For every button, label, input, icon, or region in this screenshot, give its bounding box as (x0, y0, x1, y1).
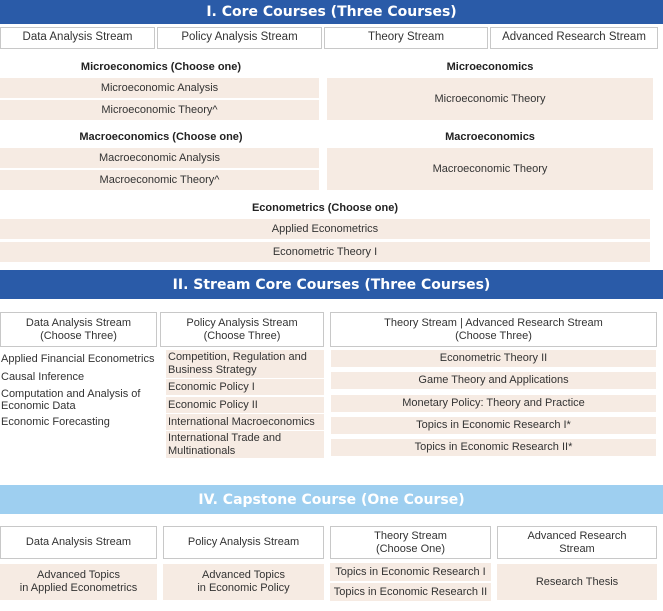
core-courses-banner: I. Core Courses (Three Courses) (0, 0, 663, 24)
capstone-theory-course: Topics in Economic Research I (330, 563, 491, 581)
stream-core-data-course: Computation and Analysis of Economic Data (1, 387, 141, 412)
stream-core-policy-course: International Trade and Multinationals (166, 431, 324, 458)
capstone-header-policy: Policy Analysis Stream (163, 526, 324, 559)
capstone-policy-course: Advanced Topics in Economic Policy (163, 564, 324, 600)
stream-core-theory-course: Monetary Policy: Theory and Practice (331, 395, 656, 412)
econometrics-option-theory: Econometric Theory I (0, 242, 650, 262)
core-header-theory: Theory Stream (324, 27, 488, 49)
stream-core-theory-course: Topics in Economic Research I* (331, 417, 656, 434)
macro-option-analysis: Macroeconomic Analysis (0, 148, 319, 168)
capstone-header-data: Data Analysis Stream (0, 526, 157, 559)
econometrics-option-applied: Applied Econometrics (0, 219, 650, 239)
stream-core-theory-course: Game Theory and Applications (331, 372, 656, 389)
micro-option-analysis: Microeconomic Analysis (0, 78, 319, 98)
macro-right-heading: Macroeconomics (445, 131, 535, 143)
macro-right-course: Macroeconomic Theory (327, 148, 653, 190)
stream-core-theory-course: Econometric Theory II (331, 350, 656, 367)
stream-core-banner: II. Stream Core Courses (Three Courses) (0, 270, 663, 299)
micro-right-course: Microeconomic Theory (327, 78, 653, 120)
micro-option-theory: Microeconomic Theory^ (0, 100, 319, 120)
stream-core-policy-course: Economic Policy II (166, 397, 324, 413)
macro-choose-heading: Macroeconomics (Choose one) (79, 131, 243, 143)
capstone-header-advanced-research: Advanced Research Stream (497, 526, 657, 559)
core-header-policy-analysis: Policy Analysis Stream (157, 27, 322, 49)
macro-option-theory: Macroeconomic Theory^ (0, 170, 319, 190)
capstone-data-course: Advanced Topics in Applied Econometrics (0, 564, 157, 600)
core-header-data-analysis: Data Analysis Stream (0, 27, 155, 49)
stream-core-policy-course: Economic Policy I (166, 379, 324, 395)
core-header-advanced-research: Advanced Research Stream (490, 27, 658, 49)
econometrics-choose-heading: Econometrics (Choose one) (251, 202, 399, 214)
stream-core-header-theory-research: Theory Stream | Advanced Research Stream (Choose Three) (330, 312, 657, 347)
stream-core-data-course: Causal Inference (1, 370, 85, 383)
stream-core-header-data: Data Analysis Stream (Choose Three) (0, 312, 157, 347)
capstone-banner: IV. Capstone Course (One Course) (0, 485, 663, 514)
stream-core-policy-course: International Macroeconomics (166, 414, 324, 430)
capstone-research-course: Research Thesis (497, 564, 657, 600)
capstone-header-theory: Theory Stream (Choose One) (330, 526, 491, 559)
capstone-theory-course: Topics in Economic Research II (330, 583, 491, 601)
stream-core-data-course: Economic Forecasting (1, 415, 110, 428)
stream-core-theory-course: Topics in Economic Research II* (331, 439, 656, 456)
stream-core-policy-course: Competition, Regulation and Business Strategy (166, 350, 324, 378)
micro-choose-heading: Microeconomics (Choose one) (80, 61, 242, 73)
stream-core-data-course: Applied Financial Econometrics (1, 352, 155, 365)
micro-right-heading: Microeconomics (446, 61, 534, 73)
stream-core-header-policy: Policy Analysis Stream (Choose Three) (160, 312, 324, 347)
